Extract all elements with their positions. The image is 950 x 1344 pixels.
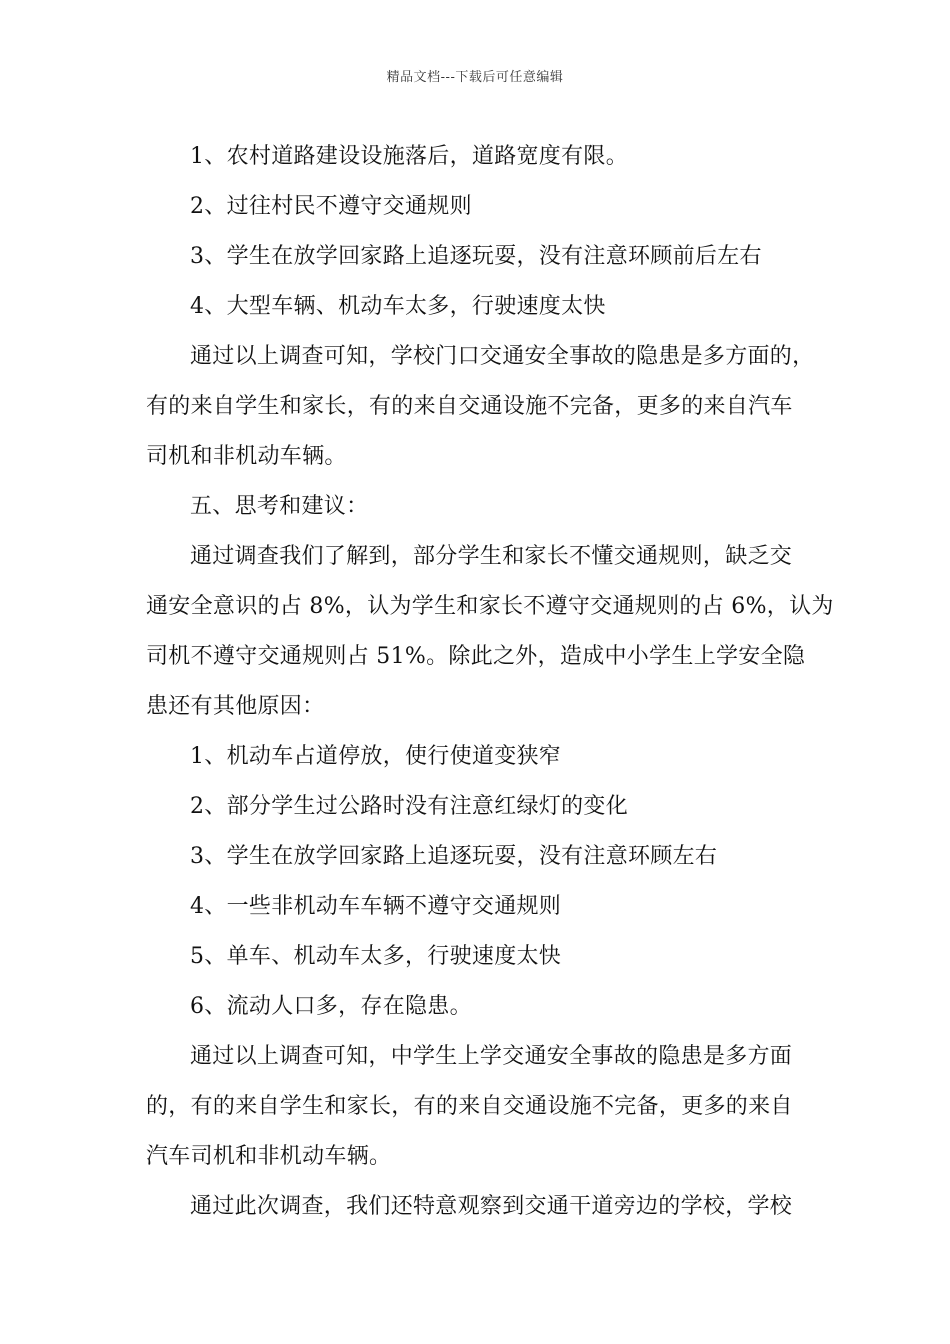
list-item: 1、机动车占道停放，使行使道变狭窄 bbox=[190, 744, 562, 769]
list-item: 2、部分学生过公路时没有注意红绿灯的变化 bbox=[190, 794, 628, 819]
list-item: 3、学生在放学回家路上追逐玩耍，没有注意环顾左右 bbox=[190, 844, 718, 869]
paragraph-line: 通过调查我们了解到，部分学生和家长不懂交通规则，缺乏交 bbox=[190, 544, 793, 569]
list-item: 4、一些非机动车车辆不遵守交通规则 bbox=[190, 894, 562, 919]
list-item: 3、学生在放学回家路上追逐玩耍，没有注意环顾前后左右 bbox=[190, 244, 762, 269]
paragraph-line: 通过以上调查可知，中学生上学交通安全事故的隐患是多方面 bbox=[190, 1044, 793, 1069]
paragraph-line: 患还有其他原因： bbox=[146, 694, 325, 719]
paragraph-line: 有的来自学生和家长，有的来自交通设施不完备，更多的来自汽车 bbox=[146, 394, 793, 419]
paragraph-line: 通过以上调查可知，学校门口交通安全事故的隐患是多方面的， bbox=[190, 344, 815, 369]
paragraph-line: 司机不遵守交通规则占 51%。除此之外，造成中小学生上学安全隐 bbox=[146, 644, 806, 669]
list-item: 1、农村道路建设设施落后，道路宽度有限。 bbox=[190, 144, 628, 169]
document-body bbox=[146, 132, 834, 1232]
paragraph-line: 的，有的来自学生和家长，有的来自交通设施不完备，更多的来自 bbox=[146, 1094, 793, 1119]
list-item: 4、大型车辆、机动车太多，行驶速度太快 bbox=[190, 294, 606, 319]
section-heading: 五、思考和建议： bbox=[190, 494, 369, 519]
list-item: 5、单车、机动车太多，行驶速度太快 bbox=[190, 944, 562, 969]
paragraph-line: 汽车司机和非机动车辆。 bbox=[146, 1144, 392, 1169]
paragraph-line: 司机和非机动车辆。 bbox=[146, 444, 347, 469]
paragraph-line: 通安全意识的占 8%，认为学生和家长不遵守交通规则的占 6%，认为 bbox=[146, 594, 834, 619]
page-header: 精品文档---下载后可任意编辑 bbox=[386, 70, 564, 85]
list-item: 6、流动人口多，存在隐患。 bbox=[190, 994, 472, 1019]
paragraph-line: 通过此次调查，我们还特意观察到交通干道旁边的学校，学校 bbox=[190, 1194, 793, 1219]
list-item: 2、过往村民不遵守交通规则 bbox=[190, 194, 472, 219]
